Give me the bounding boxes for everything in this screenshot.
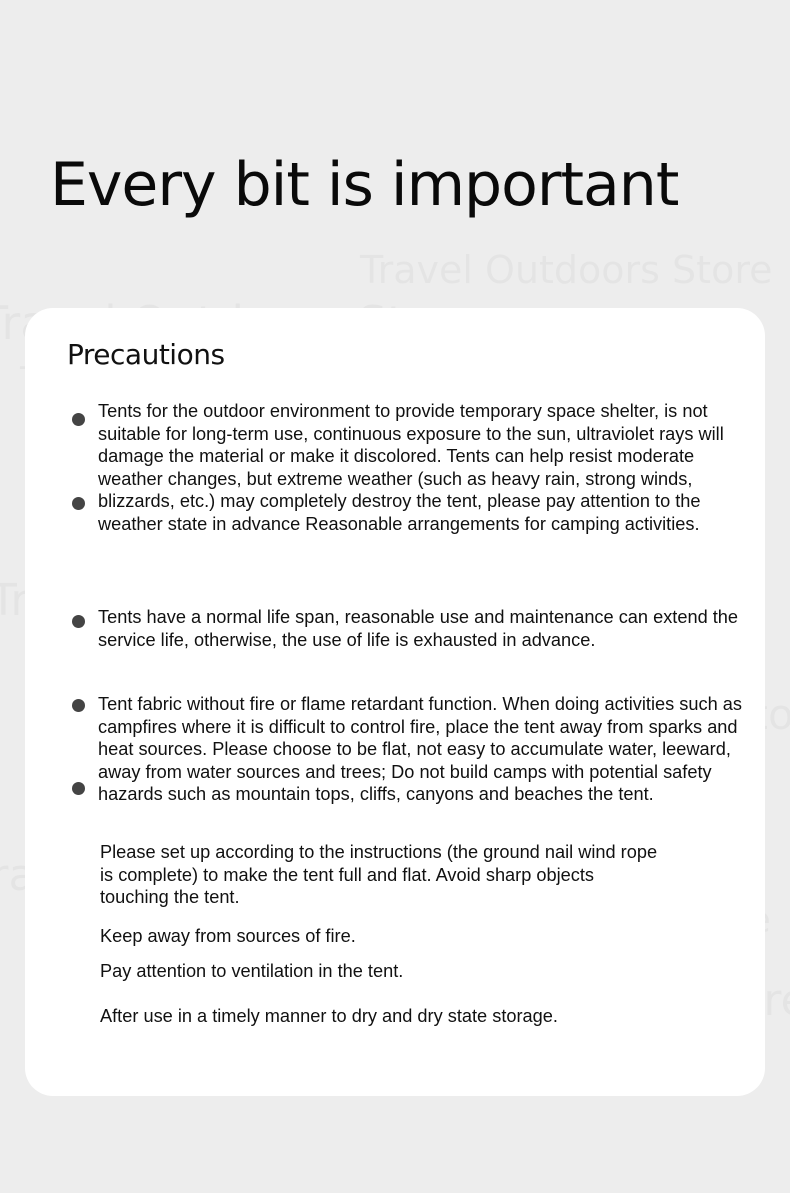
precaution-paragraph: Pay attention to ventilation in the tent. [100,961,404,981]
bullet-icon [72,615,85,628]
bullet-icon [72,413,85,426]
page-headline: Every bit is important [50,150,679,220]
precaution-paragraph: After use in a timely manner to dry and dry state storage. [100,1006,558,1026]
precaution-paragraph: Tents have a normal life span, reasonable use and maintenance can extend the service life, otherwise, the use of life is exhausted in advance. [98,607,739,650]
precaution-paragraph: Tents for the outdoor environment to provide temporary space shelter, is not suitable for long-term use, continuous exposure to the sun, ultraviolet rays will damage the material or make it discolored. Tents can help resist moderate weather changes, but extreme weather (such as heavy rain, strong winds, blizzards, etc.) may completely destroy the tent, please pay attention to the weather state in advance Reasonable arrangements for camping activities. [98,401,724,534]
precaution-paragraph: Keep away from sources of fire. [100,926,356,946]
precaution-paragraph: Please set up according to the instructions (the ground nail wind rope is complete) to make the tent full and flat. Avoid sharp objects touching the tent. [100,842,658,908]
watermark-text [360,248,773,292]
bullet-icon [72,497,85,510]
precautions-card [25,308,765,1096]
bullet-icon [72,699,85,712]
precaution-paragraph: Tent fabric without fire or flame retardant function. When doing activities such as campfires where it is difficult to control fire, place the tent away from sparks and heat sources. Please choose to be flat, not easy to accumulate water, leeward, away from water sources and trees; Do not build camps with potential safety hazards such as mountain tops, cliffs, canyons and beaches the tent. [98,694,742,805]
card-title: Precautions [67,338,225,371]
bullet-icon [72,782,85,795]
